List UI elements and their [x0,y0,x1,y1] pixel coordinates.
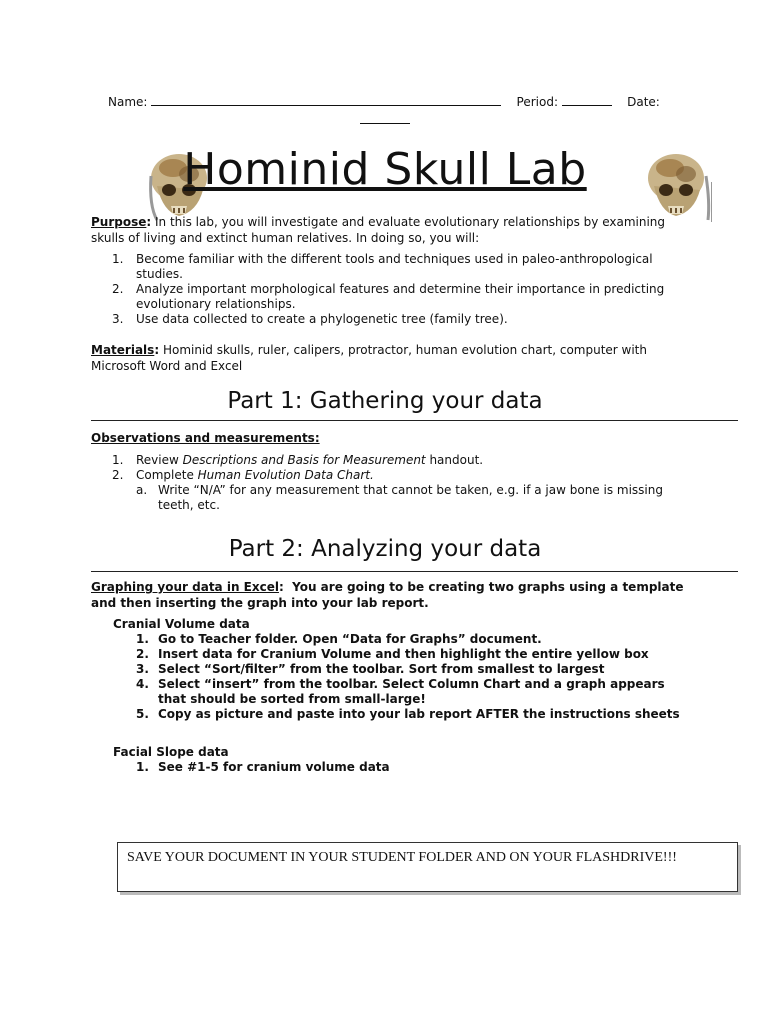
materials-text: Hominid skulls, ruler, calipers, protractor, human evolution chart, computer with Microsoft Word and Excel [91,343,647,373]
list-item: 3. Select “Sort/filter” from the toolbar. Sort from smallest to largest [136,662,605,676]
part2-intro: Graphing your data in Excel: You are going to be creating two graphs using a template and then inserting the graph into your lab report. [91,580,684,610]
part1-divider [91,420,738,421]
part2-divider [91,571,738,572]
facial-list [112,760,692,775]
list-item: 2. Analyze important morphological features and determine their importance in predicting evolutionary relationships. [112,282,665,311]
list-item: 4. Select “insert” from the toolbar. Select Column Chart and a graph appears that should be sorted from small-large! [136,677,665,706]
materials-label: Materials [91,343,155,357]
date-label: Date: [627,95,660,109]
list-item: 1. Become familiar with the different tools and techniques used in paleo-anthropological studies. [112,252,653,281]
cranial-list [112,632,692,722]
purpose-list [112,252,682,327]
list-item: 5. Copy as picture and paste into your lab report AFTER the instructions sheets [136,707,680,721]
name-label: Name: [108,95,148,109]
save-reminder-box [117,842,738,892]
cranial-title: Cranial Volume data [113,617,250,631]
part1-heading: Part 1: Gathering your data [227,388,543,414]
list-item: 1. Go to Teacher folder. Open “Data for Graphs” document. [136,632,542,646]
name-blank [151,93,501,106]
purpose-label: Purpose [91,215,147,229]
list-item: 1. Review Descriptions and Basis for Measurement handout. [112,453,484,467]
save-reminder-text: SAVE YOUR DOCUMENT IN YOUR STUDENT FOLDER AND ON YOUR FLASHDRIVE!!! [127,850,677,865]
list-item: 2. Complete Human Evolution Data Chart. [112,468,374,482]
page-title: Hominid Skull Lab [183,144,587,195]
materials-paragraph: Materials: Hominid skulls, ruler, calipers, protractor, human evolution chart, computer with Microsoft Word and Excel [91,343,647,373]
purpose-paragraph: Purpose: In this lab, you will investigate and evaluate evolutionary relationships by examining skulls of living and extinct human relatives. In doing so, you will: [91,215,666,245]
graphing-text: You are going to be creating two graphs using a template and then inserting the graph into your lab report. [91,580,684,610]
list-item: 1. See #1-5 for cranium volume data [136,760,390,774]
date-blank [360,111,410,124]
part2-heading: Part 2: Analyzing your data [228,536,542,562]
facial-title: Facial Slope data [113,745,229,759]
part1-subhead: Observations and measurements: [91,431,320,445]
graphing-label: Graphing your data in Excel [91,580,279,594]
list-item: 2. Insert data for Cranium Volume and then highlight the entire yellow box [136,647,649,661]
purpose-text: In this lab, you will investigate and evaluate evolutionary relationships by examining skulls of living and extinct human relatives. In doing so, you will: [91,215,666,245]
period-label: Period: [516,95,559,109]
period-blank [562,93,612,106]
list-subitem: a. Write “N/A” for any measurement that cannot be taken, e.g. if a jaw bone is missing teeth, etc. [136,483,663,512]
list-item: 3. Use data collected to create a phylogenetic tree (family tree). [112,312,508,326]
student-info-line [108,93,688,109]
part1-list [112,453,682,513]
